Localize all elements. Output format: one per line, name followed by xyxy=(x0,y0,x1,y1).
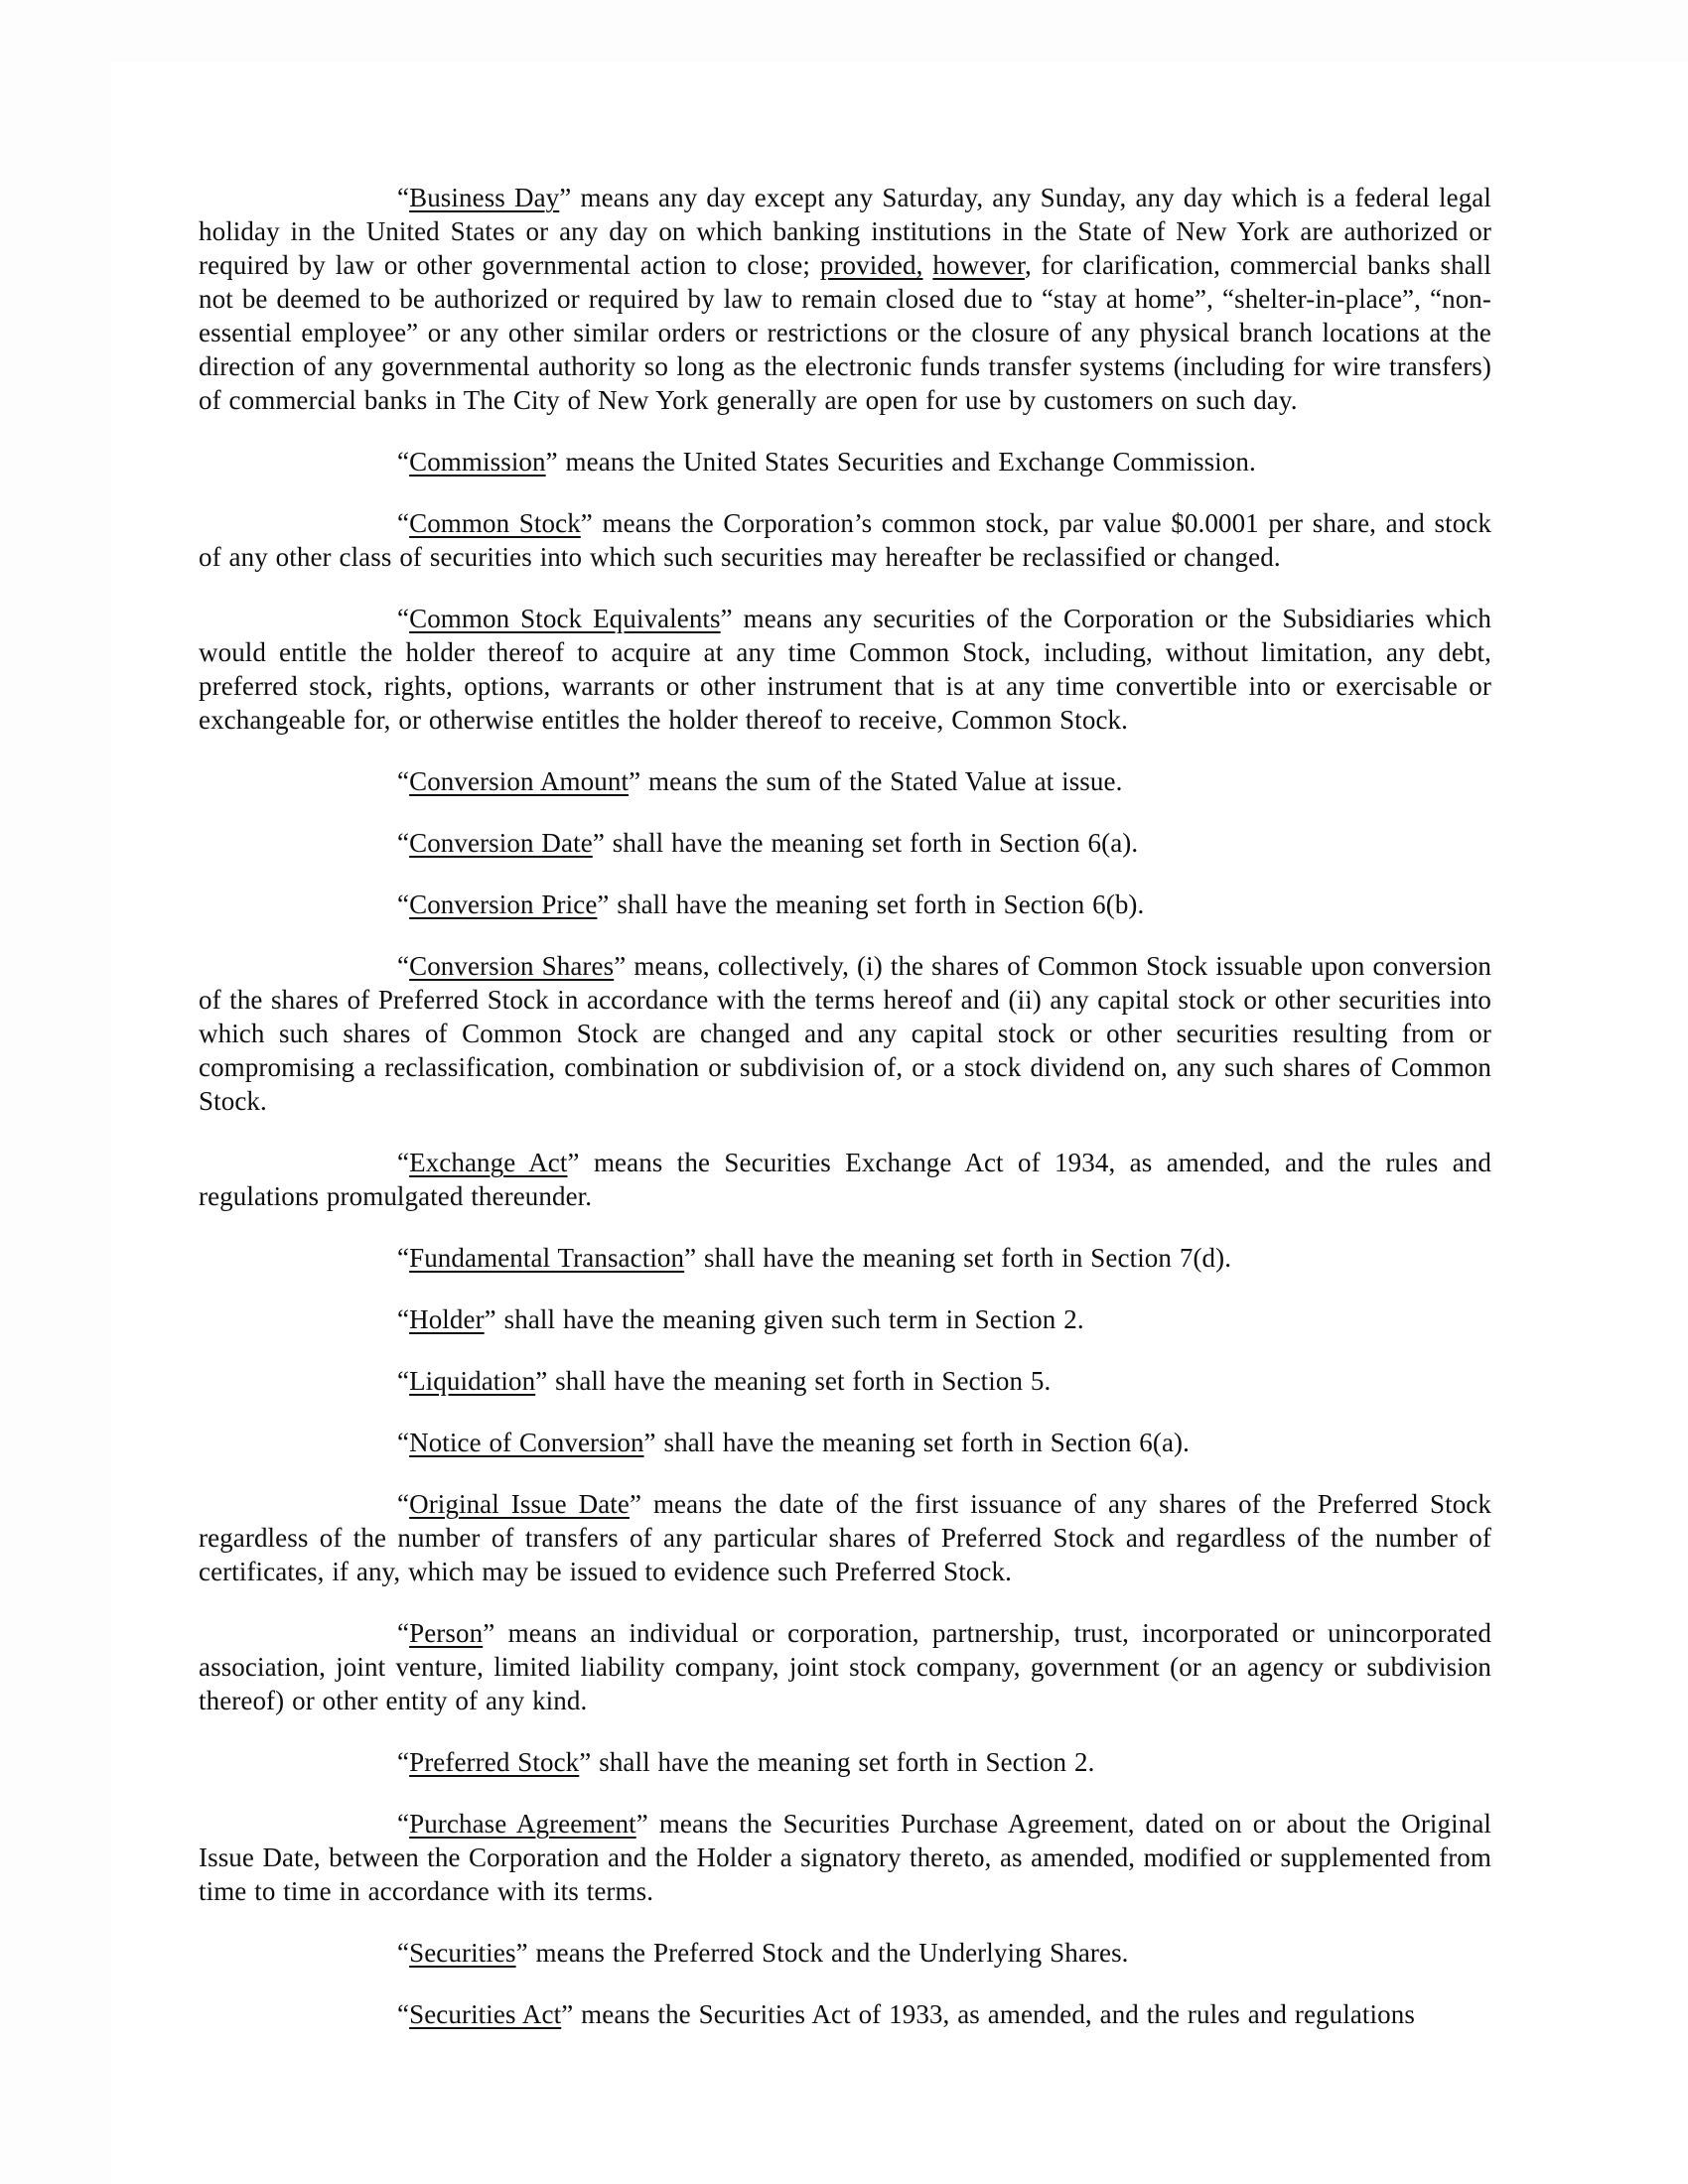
defined-term: Common Stock Equivalents xyxy=(409,604,721,633)
text-run: “ xyxy=(397,889,410,919)
defined-term: Conversion Shares xyxy=(409,951,615,981)
defined-term: Conversion Date xyxy=(409,828,593,858)
defined-term: Conversion Price xyxy=(409,889,598,919)
paragraph xyxy=(199,1364,1491,1398)
text-run: ” means the Securities Purchase Agreement, dated on or about the Original Issue Date, between the Corporation and the Holder a signatory thereto, as amended, modified or supplemented from time to time in accordance with its terms. xyxy=(199,1809,1491,1906)
defined-term: Person xyxy=(409,1618,484,1648)
text-run: “ xyxy=(397,1618,410,1648)
defined-term: Securities xyxy=(409,1938,516,1968)
text-run: “ xyxy=(397,1428,410,1457)
defined-term: Preferred Stock xyxy=(409,1747,580,1777)
text-run: ” shall have the meaning set forth in Section 7(d). xyxy=(684,1243,1232,1273)
defined-term: Business Day xyxy=(409,183,560,212)
text-run: ” shall have the meaning given such term in Section 2. xyxy=(484,1304,1084,1334)
paragraph xyxy=(199,602,1491,737)
text-run: “ xyxy=(397,604,410,633)
text-run: ” means the Securities Act of 1933, as amended, and the rules and regulations xyxy=(561,1999,1415,2029)
paragraph xyxy=(199,1302,1491,1336)
text-run: , for clarification, commercial banks shall not be deemed to be authorized or required by law to remain closed due to “stay at home”, “shelter-in-place”, “non-essential employee” or any other similar orders or restrictions or the closure of any physical branch locations at the direction of any governmental authority so long as the electronic funds transfer systems (including for wire transfers) of commercial banks in The City of New York generally are open for use by customers on such day. xyxy=(199,250,1491,415)
text-run: ” means the United States Securities and Exchange Commission. xyxy=(545,447,1256,477)
defined-term: Liquidation xyxy=(409,1366,536,1396)
defined-term: Fundamental Transaction xyxy=(409,1243,685,1273)
text-run: ” means, collectively, (i) the shares of Common Stock issuable upon conversion of the shares of Preferred Stock in accordance with the terms hereof and (ii) any capital stock or other securities into which such shares of Common Stock are changed and any capital stock or other securities resulting from or compromising a reclassification, combination or subdivision of, or a stock dividend on, any such shares of Common Stock. xyxy=(199,951,1491,1116)
text-run: ” means any day except any Saturday, any Sunday, any day which is a federal legal holiday in the United States or any day on which banking institutions in the State of New York are authorized or required by law or other governmental action to close; xyxy=(199,183,1491,280)
defined-term: Commission xyxy=(409,447,546,477)
text-run: “ xyxy=(397,1148,410,1177)
paragraph xyxy=(199,826,1491,860)
text-run: ” shall have the meaning set forth in Section 6(a). xyxy=(643,1428,1190,1457)
paragraph xyxy=(199,181,1491,417)
paragraph xyxy=(199,887,1491,921)
text-run: “ xyxy=(397,1366,410,1396)
defined-term: Exchange Act xyxy=(409,1148,568,1177)
text-run: ” shall have the meaning set forth in Section 6(b). xyxy=(597,889,1145,919)
defined-term: Securities Act xyxy=(409,1999,562,2029)
paragraph xyxy=(199,949,1491,1118)
text-run: “ xyxy=(397,951,410,981)
underlined-word: however xyxy=(932,250,1025,280)
text-run: “ xyxy=(397,1938,410,1968)
paragraph xyxy=(199,764,1491,798)
text-run: ” means an individual or corporation, partnership, trust, incorporated or unincorporated association, joint venture, limited liability company, joint stock company, government (or an agency or subdivision thereof) or other entity of any kind. xyxy=(199,1618,1491,1715)
text-run: “ xyxy=(397,508,410,538)
text-run: “ xyxy=(397,1489,410,1519)
text-run: ” means the Preferred Stock and the Underlying Shares. xyxy=(515,1938,1129,1968)
text-run: “ xyxy=(397,1809,410,1839)
paragraph xyxy=(199,1241,1491,1275)
defined-term: Notice of Conversion xyxy=(409,1428,644,1457)
text-run: “ xyxy=(397,828,410,858)
text-run: “ xyxy=(397,1243,410,1273)
defined-term: Common Stock xyxy=(409,508,581,538)
defined-term: Purchase Agreement xyxy=(409,1809,636,1839)
paragraph xyxy=(199,1426,1491,1459)
defined-term: Holder xyxy=(409,1304,485,1334)
text-run: “ xyxy=(397,1999,410,2029)
paragraph xyxy=(199,1997,1491,2031)
defined-term: Conversion Amount xyxy=(409,766,630,796)
text-run: “ xyxy=(397,1304,410,1334)
whiteout-patch xyxy=(794,2041,864,2122)
text-run: ” shall have the meaning set forth in Section 5. xyxy=(535,1366,1052,1396)
text-run: ” means the Securities Exchange Act of 1934, as amended, and the rules and regulations promulgated thereunder. xyxy=(199,1148,1491,1211)
text-run: ” means the date of the first issuance of any shares of the Preferred Stock regardless of the number of transfers of any particular shares of Preferred Stock and regardless of the number of certificates, if any, which may be issued to evidence such Preferred Stock. xyxy=(199,1489,1491,1586)
definitions-section xyxy=(199,181,1491,2031)
text-run: “ xyxy=(397,1747,410,1777)
paragraph xyxy=(199,1487,1491,1588)
text-run: ” means the Corporation’s common stock, par value $0.0001 per share, and stock of any other class of securities into which such securities may hereafter be reclassified or changed. xyxy=(199,508,1491,572)
text-run: ” means the sum of the Stated Value at issue. xyxy=(629,766,1123,796)
text-run: ” shall have the meaning set forth in Section 2. xyxy=(579,1747,1095,1777)
text-run: ” means any securities of the Corporation or the Subsidiaries which would entitle the holder thereof to acquire at any time Common Stock, including, without limitation, any debt, preferred stock, rights, options, warrants or other instrument that is at any time convertible into or exercisable or exchangeable for, or otherwise entitles the holder thereof to receive, Common Stock. xyxy=(199,604,1492,735)
paragraph xyxy=(199,1616,1491,1717)
text-run xyxy=(922,250,932,280)
paragraph xyxy=(199,1146,1491,1213)
paragraph xyxy=(199,1807,1491,1908)
paragraph xyxy=(199,1936,1491,1970)
paragraph xyxy=(199,506,1491,574)
text-run: ” shall have the meaning set forth in Section 6(a). xyxy=(592,828,1139,858)
underlined-word: provided, xyxy=(819,250,923,280)
text-run: “ xyxy=(397,183,410,212)
paragraph xyxy=(199,1745,1491,1779)
text-run: “ xyxy=(397,447,410,477)
defined-term: Original Issue Date xyxy=(409,1489,630,1519)
paragraph xyxy=(199,445,1491,478)
text-run: “ xyxy=(397,766,410,796)
